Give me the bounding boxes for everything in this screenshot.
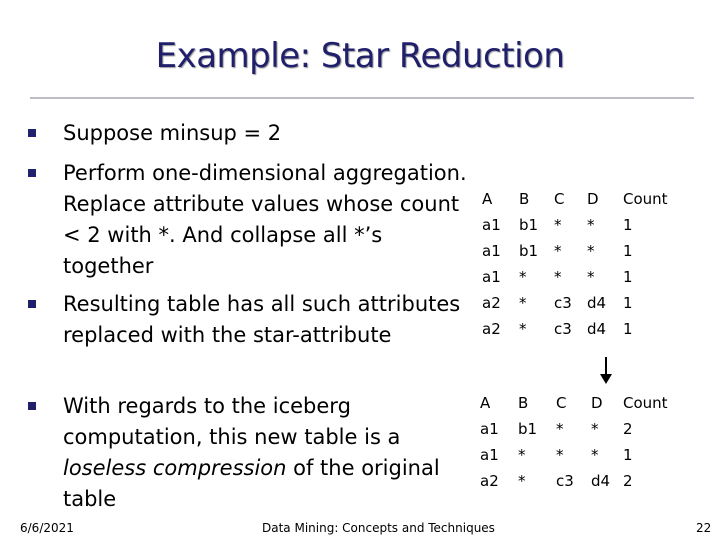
table-cell: * xyxy=(519,320,527,338)
table-cell: 1 xyxy=(623,268,633,286)
table-row xyxy=(476,212,683,238)
table-header-cell: B xyxy=(519,190,530,208)
table-header-cell: D xyxy=(591,394,603,412)
table-row xyxy=(476,290,683,316)
table-cell: * xyxy=(554,216,562,234)
table-cell: a2 xyxy=(480,472,499,490)
bullet-item xyxy=(28,118,468,149)
table-cell: a1 xyxy=(482,268,501,286)
table-cell: * xyxy=(587,268,595,286)
table-header-row xyxy=(476,186,683,212)
table-cell: 2 xyxy=(623,472,633,490)
table-cell: 1 xyxy=(623,320,633,338)
table-cell: * xyxy=(591,420,599,438)
footer-date: 6/6/2021 xyxy=(20,521,74,535)
bullet-item xyxy=(28,289,468,351)
table-cell: a1 xyxy=(480,446,499,464)
page-number: 22 xyxy=(696,521,712,535)
table-cell: * xyxy=(591,446,599,464)
table-cell: 1 xyxy=(623,242,633,260)
table-cell: 1 xyxy=(623,216,633,234)
table-cell: 1 xyxy=(623,446,633,464)
table-cell: 2 xyxy=(623,420,633,438)
table-cell: b1 xyxy=(519,216,539,234)
table-cell: * xyxy=(556,446,564,464)
table-cell: c3 xyxy=(554,294,572,312)
table-cell: 1 xyxy=(623,294,633,312)
table-cell: * xyxy=(554,268,562,286)
bullet-text-part: With regards to the iceberg computation, this new table is a xyxy=(63,394,401,449)
bullet-text-part: of the original table xyxy=(63,456,440,511)
table-cell: * xyxy=(518,472,526,490)
compressed-table xyxy=(474,390,683,494)
table-row xyxy=(474,416,683,442)
table-header-row xyxy=(474,390,683,416)
bullet-text: Suppose minsup = 2 xyxy=(63,121,282,145)
table-cell: * xyxy=(519,294,527,312)
bullet-item xyxy=(28,391,468,515)
slide-title: Example: Star Reduction xyxy=(155,36,565,76)
table-cell: a2 xyxy=(482,320,501,338)
bullet-marker-icon xyxy=(28,300,36,308)
bullet-text xyxy=(63,391,468,515)
table-cell: b1 xyxy=(518,420,538,438)
footer-title: Data Mining: Concepts and Techniques xyxy=(262,521,495,535)
table-cell: a1 xyxy=(482,242,501,260)
table-row xyxy=(476,316,683,342)
table-header-cell: A xyxy=(482,190,493,208)
table-row xyxy=(474,442,683,468)
table-row xyxy=(476,264,683,290)
bullet-text-emphasis: loseless compression xyxy=(63,456,287,480)
bullet-item xyxy=(28,158,468,282)
table-header-cell: B xyxy=(518,394,529,412)
table-cell: * xyxy=(554,242,562,260)
table-header-cell: C xyxy=(556,394,567,412)
table-cell: c3 xyxy=(556,472,574,490)
bullet-marker-icon xyxy=(28,169,36,177)
table-cell: * xyxy=(587,216,595,234)
table-cell: d4 xyxy=(587,294,607,312)
table-cell: b1 xyxy=(519,242,539,260)
bullet-text: Perform one-dimensional aggregation. Replace attribute values whose count < 2 with *. And collapse all *’s together xyxy=(63,161,467,278)
arrow-down-icon xyxy=(596,357,616,385)
table-cell: * xyxy=(518,446,526,464)
table-cell: a1 xyxy=(482,216,501,234)
table-cell: d4 xyxy=(591,472,611,490)
table-cell: c3 xyxy=(554,320,572,338)
table-cell: a1 xyxy=(480,420,499,438)
table-row xyxy=(476,238,683,264)
table-cell: d4 xyxy=(587,320,607,338)
table-cell: a2 xyxy=(482,294,501,312)
table-header-cell: Count xyxy=(623,190,668,208)
table-header-cell: Count xyxy=(623,394,668,412)
bullet-text: Resulting table has all such attributes replaced with the star-attribute xyxy=(63,292,461,347)
table-header-cell: D xyxy=(587,190,599,208)
title-divider xyxy=(30,97,694,99)
table-header-cell: A xyxy=(480,394,491,412)
bullet-marker-icon xyxy=(28,402,36,410)
original-table xyxy=(476,186,683,342)
table-cell: * xyxy=(587,242,595,260)
bullet-marker-icon xyxy=(28,129,36,137)
table-header-cell: C xyxy=(554,190,565,208)
table-cell: * xyxy=(519,268,527,286)
table-row xyxy=(474,468,683,494)
table-cell: * xyxy=(556,420,564,438)
